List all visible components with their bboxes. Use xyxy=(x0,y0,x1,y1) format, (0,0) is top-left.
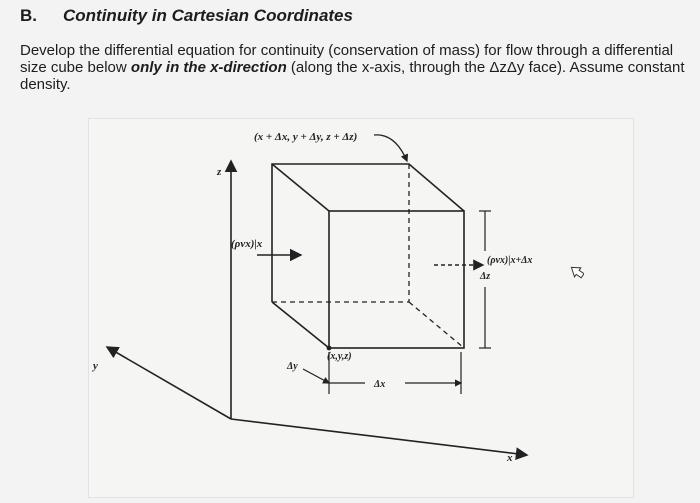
x-axis xyxy=(231,419,527,455)
y-axis-label: y xyxy=(93,360,98,372)
problem-statement xyxy=(20,42,690,93)
cube-front-face xyxy=(329,211,464,348)
statement-emphasis: only in the x-direction xyxy=(130,59,287,76)
x-axis-label: x xyxy=(507,452,513,464)
dy-dimension xyxy=(303,369,329,383)
cube-back-edges xyxy=(272,164,464,302)
origin-point xyxy=(327,346,332,351)
cube xyxy=(272,164,464,348)
section-title: Continuity in Cartesian Coordinates xyxy=(63,6,353,25)
dx-label: Δx xyxy=(374,379,386,390)
dy-label: Δy xyxy=(287,361,298,372)
statement-part2: (along the x-axis, through the ΔzΔy face). Assume constant density. xyxy=(20,59,685,93)
mouse-pointer-icon xyxy=(568,265,584,288)
section-number: B. xyxy=(20,6,37,25)
cube-figure xyxy=(88,118,634,498)
top-corner-label: (x + Δx, y + Δy, z + Δz) xyxy=(254,131,358,143)
flux-out-label: (ρvx)|x+Δx xyxy=(487,255,533,266)
section-heading xyxy=(20,6,353,26)
y-axis xyxy=(107,347,231,419)
cube-diagram xyxy=(89,119,633,497)
z-axis-label: z xyxy=(217,166,222,178)
origin-label: (x,y,z) xyxy=(327,351,352,362)
dz-label: Δz xyxy=(480,271,491,282)
flux-in-label: (ρvx)|x xyxy=(231,238,263,250)
cube-hidden-edges xyxy=(272,164,464,348)
corner-callout xyxy=(374,135,407,161)
statement-part1: Develop the differential equation for continuity (conservation of mass) for flow through a differential size cube below xyxy=(20,42,674,76)
